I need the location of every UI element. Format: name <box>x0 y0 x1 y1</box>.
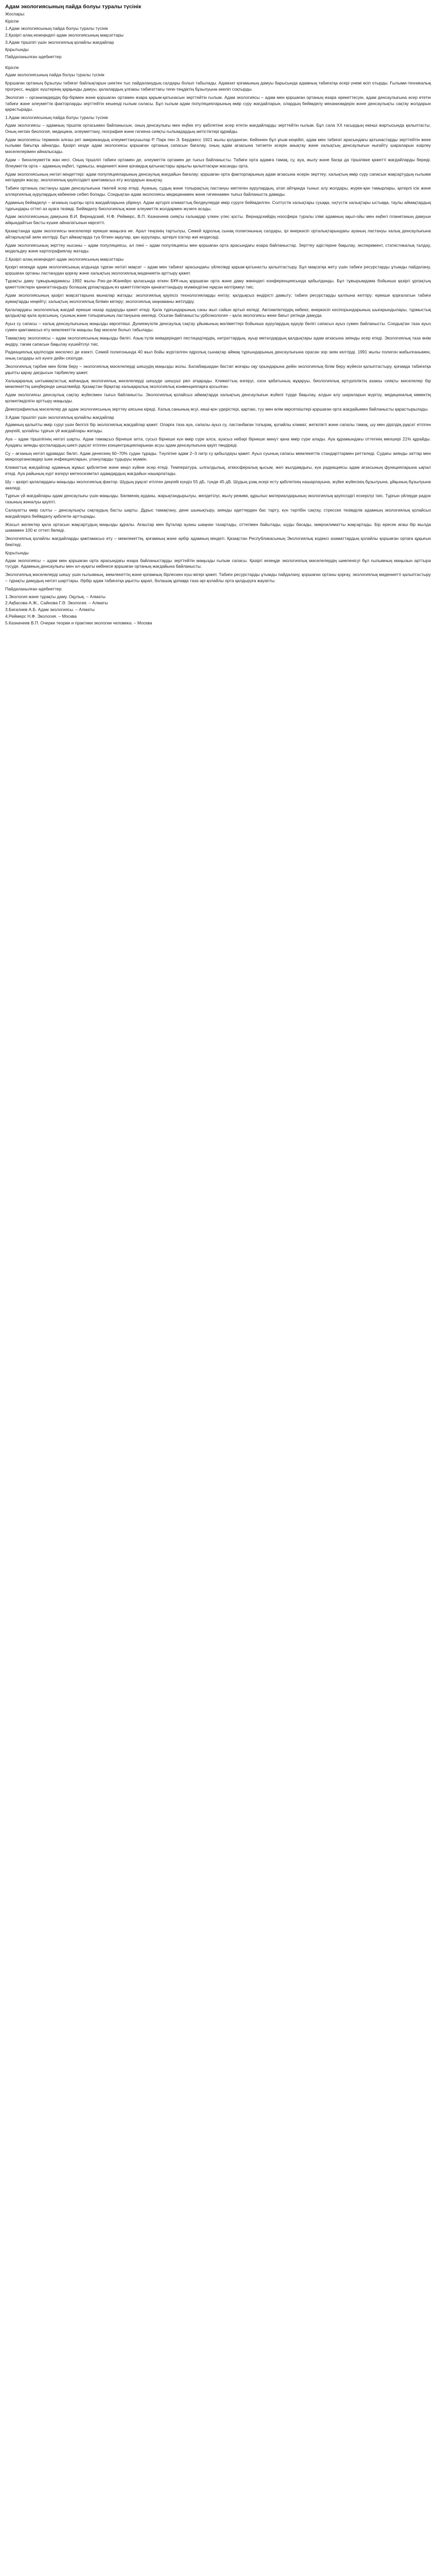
paragraph: Адамның бейімделуі – ағзаның сыртқы орта жағдайларына үйренуі. Адам әртүрлі климаттық белдеулерде өмір сүруге бейімделген. Солтүстік халықтары суыққа, оңтүстік халықтары ыстыққа, таулы аймақтардың тұрғындары оттегі аз ауаға төзімді. Бейімделу биологиялық және әлеуметтік жолдармен жүзеге асады. <box>5 199 431 211</box>
section-heading: Кіріспе <box>5 64 19 70</box>
paragraph: Қазақстанда адам экологиясы мәселелері ерекше маңызға ие. Арал теңізінің тартылуы, Семей ядролық сынақ полигонының салдары, ірі өнеркәсіп орталықтарындағы ауаның ластануы халық денсаулығына айтарлықтай зиян келтірді. Бұл аймақтарда туа біткен ақаулар, қан аурулары, қатерлі ісіктер жиі кездеседі. <box>5 228 431 240</box>
paragraph: Адам экологиясының қазіргі мақсаттарына мыналар жатады: экологиялық қауіпсіз технологияларды енгізу; қалдықсыз өндірісті дамыту; табиғи ресурстарды қалпына келтіру; ерекше қорғалатын табиғи аумақтарды кеңейту; халықтың экологиялық білімін көтеру; экологиялық заңнаманы жетілдіру. <box>5 293 431 304</box>
section-heading: Пайдаланылған әдебиеттер <box>5 586 62 591</box>
paragraph: Экологиялық тәрбие мен білім беру – экологиялық мәселелерді шешудің маңызды жолы. Балабақшадан бастап жоғары оқу орындарына дейін экологиялық білім беру жүйесін қалыптастыру, қоғамда табиғатқа ұқыпты қарау дағдысын тәрбиелеу қажет. <box>5 364 431 375</box>
paragraph: Халықаралық ынтымақтастық жаһандық экологиялық мәселелерді шешуде шешуші рөл атқарады. Климаттың өзгеруі, озон қабатының жұқаруы, биологиялық әртүрліліктің азаюы сияқты мәселелер бір мемлекеттің шеңберінде шешілмейді. Қазақстан бірқатар халықаралық экологиялық конвенцияларға қосылған. <box>5 378 431 389</box>
paragraph: Тұрғын үй жағдайлары адам денсаулығы үшін маңызды. Бөлменің ауданы, жарықтандырылуы, желдетілуі, жылу режимі, құрылыс материалдарының экологиялық қауіпсіздігі ескерілуі тиіс. Тұрғын үйлерде радон газының жиналуы қауіпті. <box>5 493 431 505</box>
reference-item: 5.Казначеев В.П. Очерки теории и практики экологии человека. – Москва <box>5 620 152 625</box>
references-section <box>5 586 431 626</box>
paragraph: Адам экологиясы – адамның тіршілік ортасымен байланысын, оның денсаулығы мен еңбек ету қабілетіне әсер ететін жағдайларды зерттейтін ғылым. Бұл сала ХХ ғасырдың екінші жартысында қалыптасты. Оның негізін биология, медицина, әлеуметтану, география және гигиена сияқты ғылымдардың жетістіктері құрайды. <box>5 122 431 134</box>
paragraph: Жасыл желектер қала ортасын жақсартудың маңызды құралы. Ағаштар мен бұталар ауаны шаңнан тазартады, оттегімен байытады, шуды басады, микроклиматты жақсартады. Бір ересек ағаш бір жылда шамамен 100 кг оттегі бөледі. <box>5 521 431 533</box>
outline <box>5 11 431 60</box>
outline-item: 1.Адам экологиясының пайда болуы туралы түсінік <box>5 25 108 31</box>
paragraph: Экологиялық мәселелерді шешу үшін ғылымның, мемлекеттің және қоғамның бірлескен күш-жігері қажет. Табиғи ресурстарды ұтымды пайдалану, қоршаған ортаны қорғау, экологиялық мәдениетті қалыптастыру – тұрақты дамудың негізгі шарттары. Әрбір адам табиғатқа ұқыпты қарап, болашақ ұрпаққа таза әрі қолайлы орта қалдыруға жауапты. <box>5 572 431 583</box>
reference-item: 3.Бигалиев А.Б. Адам экологиясы. – Алматы <box>5 607 95 613</box>
paragraph: Адам экологиясының дамуына В.И. Вернадский, Н.Ф. Реймерс, В.П. Казначеев сияқты ғалымдар үлкен үлес қосты. Вернадскийдің ноосфера туралы ілімі адамның ақыл-ойы мен еңбегі планетаның дамуын айқындайтын басты күшке айналатынын көрсетті. <box>5 214 431 226</box>
document-content <box>5 3 431 626</box>
section-heading: Қорытынды <box>5 550 29 555</box>
paragraph: Су – ағзаның негізгі құрамдас бөлігі. Адам денесінің 60–70% судан тұрады. Тәулігіне адам 2–3 литр су қабылдауы қажет. Ауыз суының сапасы мемлекеттік стандарттармен реттеледі. Судағы зиянды заттар мен микроорганизмдер ішек инфекцияларын, улануларды тудыруы мүмкін. <box>5 450 431 462</box>
paragraph: Ауыз су сапасы – халық денсаулығының маңызды көрсеткіші. Дүниежүзілік денсаулық сақтау ұйымының мәліметтері бойынша аурулардың едәуір бөлігі сапасыз ауыз сумен байланысты. Сондықтан таза ауыз сумен қамтамасыз ету мемлекеттік маңызы бар мәселе болып табылады. <box>5 321 431 333</box>
paragraph: Демографиялық мәселелер де адам экологиясының зерттеу аясына кіреді. Халық санының өсуі, көші-қон үдерістері, қартаю, туу мен өлім көрсеткіштері қоршаған орта жағдайымен байланысты қарастырылады. <box>5 406 429 412</box>
section-heading: 2.Қазіргі алаң кезеңіндегі адам экологиясының мақсаттары <box>5 257 124 262</box>
paragraph: Табиғи ортаның ластануы адам денсаулығына тікелей әсер етеді. Ауаның, судың және топырақтың ластануы көптеген аурулардың, атап айтқанда тыныс алу жолдары, жүрек-қан тамырлары, қатерлі ісік және аллергиялық аурулардың көбеюіне себеп болады. Сондықтан адам экологиясы медицинамен және гигиенамен тығыз байланыста дамиды. <box>5 185 431 197</box>
section-heading: 3.Адам тіршілігі үшін экологиялық қолайлы жағдайлар <box>5 414 114 420</box>
outline-label: Жоспары: <box>5 11 25 16</box>
document-title: Адам экологиясының пайда болуы туралы түсінік <box>5 4 142 10</box>
paragraph: Адам экологиясы – адам мен қоршаған орта арасындағы өзара байланыстарды зерттейтін маңызды ғылым саласы. Қазіргі кезеңде экологиялық мәселелердің шиеленісуі бұл ғылымның маңызын арттыра түсуде. Адамның денсаулығы мен әл-ауқаты көбінесе қоршаған ортаның жағдайына байланысты. <box>5 557 431 569</box>
reference-item: 2.Ақбасова А.Ж., Сайнова Г.Ә. Экология. – Алматы <box>5 600 108 606</box>
section-1 <box>5 115 431 255</box>
conclusion-section <box>5 550 431 584</box>
paragraph: Ауа – адам тіршілігінің негізгі шарты. Адам тамақсыз бірнеше апта, сусыз бірнеше күн өмір сүре алса, ауасыз небәрі бірнеше минут қана өмір сүре алады. Ауа құрамындағы оттегінің мөлшері 21% құрайды. Ауадағы зиянды қоспалардың шекті рұқсат етілген концентрацияларынан асуы адам денсаулығына қауіп төндіреді. <box>5 436 431 448</box>
paragraph: Адам – биоәлеуметтік жан иесі. Оның тіршілігі табиғи ортамен де, әлеуметтік ортамен де тығыз байланысты. Табиғи орта адамға тамақ, су, ауа, жылу және басқа да тіршілікке қажетті жағдайларды береді. Әлеуметтік орта – адамның еңбегі, тұрмысы, мәдениеті және қоғамдық қатынастары арқылы қалыптасқан жасанды орта. <box>5 157 431 168</box>
paragraph: Адам экологиясының зерттеу нысаны – адам популяциясы, ал пәні – адам популяциясы мен қоршаған орта арасындағы өзара байланыстар. Зерттеу әдістеріне бақылау, эксперимент, статистикалық талдау, модельдеу және картографиялау жатады. <box>5 242 431 254</box>
reference-item: 1.Экология және тұрақты даму. Оқулық. – Алматы <box>5 594 106 599</box>
paragraph: Экологиялық қолайлы жағдайларды қамтамасыз ету – мемлекеттің, қоғамның және әрбір адамның міндеті. Қазақстан Республикасының Экологиялық кодексі азаматтардың қолайлы қоршаған ортаға құқығын бекітеді. <box>5 536 431 547</box>
paragraph: Тұрақты даму тұжырымдамасы 1992 жылы Рио-де-Жанейро қаласында өткен БҰҰ-ның қоршаған орта және даму жөніндегі конференциясында қабылданды. Бұл тұжырымдама бойынша қазіргі ұрпақтың қажеттіліктерін қанағаттандыру болашақ ұрпақтардың өз қажеттіліктерін қанағаттандыру мүмкіндігіне нұқсан келтірмеуі тиіс. <box>5 278 431 290</box>
reference-item: 4.Реймерс Н.Ф. Экология. – Москва <box>5 613 77 619</box>
paragraph: Адам экологиясы денсаулық сақтау жүйесімен тығыз байланысты. Экологиялық қолайсыз аймақтарда халықтың денсаулығын жүйелі түрде бақылау, алдын алу шараларын жүргізу, медициналық көмектің қолжетімділігін арттыру маңызды. <box>5 392 431 404</box>
paragraph: Адам экологиясы терминін алғаш рет американдық әлеуметтанушылар Р. Парк пен Э. Берджесс 1921 жылы қолданған. Кейіннен бұл ұғым кеңейіп, адам мен табиғат арасындағы қатынастарды зерттейтін жеке ғылыми бағытқа айналды. Қазіргі кезде адам экологиясы қоршаған ортаның сапасын бағалау, оның адам ағзасына тигізетін әсерін анықтау және халықтың денсаулығын нығайту шараларын әзірлеу мәселелерімен айналысады. <box>5 137 431 155</box>
outline-references: Пайдаланылған әдебиеттер <box>5 54 62 59</box>
paragraph: Адам экологиясының негізгі міндеттері: адам популяцияларының денсаулық жағдайын бағалау; қоршаған орта факторларының адам ағзасына әсерін зерттеу; халықтың өмір сүру сапасын жақсартудың ғылыми негіздерін жасау; экологиялық қауіпсіздікті қамтамасыз ету жолдарын анықтау. <box>5 171 431 183</box>
paragraph: Тамақтану экологиясы – адам экологиясының маңызды бөлігі. Азық-түлік өнімдеріндегі пестицидтердің, нитраттардың, ауыр металдардың қалдықтары адам ағзасына зиянды әсер етеді. Экологиялық таза өнім өндіру, тағам сапасын бақылау күшейтілуі тиіс. <box>5 335 431 347</box>
paragraph: Климаттық жағдайлар адамның жұмыс қабілетіне және көңіл күйіне әсер етеді. Температура, ылғалдылық, атмосфералық қысым, жел жылдамдығы, күн радиациясы адам ағзасының функцияларына ықпал етеді. Ауа райының күрт өзгеруі метеосезімтал адамдардың жағдайын нашарлатады. <box>5 465 431 476</box>
section-2 <box>5 257 431 413</box>
paragraph: Адам экологиясының пайда болуы туралы түсінік <box>5 72 104 78</box>
reference-list <box>5 594 431 626</box>
section-3 <box>5 415 431 548</box>
paragraph: Қалалардағы экологиялық жағдай ерекше назар аударуды қажет етеді. Қала тұрғындарының саны жыл сайын артып келеді. Автокөліктердің көбеюі, өнеркәсіп кәсіпорындарының шығарындылары, тұрмыстық қалдықтар қала ауасының, суының және топырағының ластануына әкеледі. Осыған байланысты урбоэкология – қала экологиясы жеке бағыт ретінде дамуда. <box>5 307 431 318</box>
paragraph: Адамның қалыпты өмір сүруі үшін белгілі бір экологиялық жағдайлар қажет. Оларға таза ауа, сапалы ауыз су, ластанбаған топырақ, қолайлы климат, жеткілікті және сапалы тамақ, шу мен дірілдің рұқсат етілген деңгейі, қолайлы тұрғын үй жағдайлары жатады. <box>5 422 431 434</box>
paragraph: Қоршаған ортаның бұзылуы табиғат байлықтарын шектен тыс пайдаланудың салдары болып табылады. Адамзат қоғамының дамуы барысында адамның табиғатқа әсері үнемі өсіп отырды. Ғылыми-техникалық прогресс, өндіріс күштерінің қарқынды дамуы, қалалардың ұлғаюы табиғаттағы тепе-теңдіктің бұзылуына әкеліп соқтырды. <box>5 80 431 92</box>
paragraph: Қазіргі кезеңде адам экологиясының алдында тұрған негізгі мақсат – адам мен табиғат арасындағы үйлесімді қарым-қатынасты қалыптастыру. Бұл мақсатқа жету үшін табиғи ресурстарды ұтымды пайдалану, қоршаған ортаны ластанудан қорғау және халықтың экологиялық мәдениетін арттыру қажет. <box>5 264 431 276</box>
section-heading: 1.Адам экологиясының пайда болуы туралы түсінік <box>5 115 108 121</box>
paragraph: Экология – организмдердің бір-бірімен және қоршаған ортамен өзара қарым-қатынасын зерттейтін ғылым. Адам экологиясы – адам мен қоршаған ортаның өзара әрекеттесуін, адам денсаулығына әсер ететін табиғи және әлеуметтік факторларды зерттейтін кешенді ғылым саласы. Бұл ғылым адам популяцияларының өмір сүру жағдайларын, олардың бейімделу механизмдерін және денсаулықты сақтау жолдарын қарастырады. <box>5 94 431 112</box>
paragraph: Салауатты өмір салты – денсаулықты сақтаудың басты шарты. Дұрыс тамақтану, дене шынықтыру, зиянды әдеттерден бас тарту, күн тәртібін сақтау, стресске төзімділік адамның экологиялық қолайсыз жағдайларға бейімделу қабілетін арттырады. <box>5 507 431 519</box>
paragraph: Шу – қазіргі қалалардағы маңызды экологиялық фактор. Шудың рұқсат етілген деңгейі күндіз 55 дБ, түнде 45 дБ. Шудың ұзақ әсері есту қабілетінің нашарлауына, жүйке жүйесінің бұзылуына, ұйқының бұзылуына әкеледі. <box>5 479 431 490</box>
outline-item: 3.Адам тіршілігі үшін экологиялық қолайлы жағдайлар <box>5 40 114 45</box>
intro-section <box>5 65 431 113</box>
paragraph: Радиациялық қауіпсіздік мәселесі де өзекті. Семей полигонында 40 жыл бойы жүргізілген ядролық сынақтар аймақ тұрғындарының денсаулығына орасан зор зиян келтірді. 1991 жылы полигон жабылғанымен, оның салдары әлі күнге дейін сезілуде. <box>5 349 431 361</box>
outline-conclusion: Қорытынды <box>5 46 29 52</box>
outline-intro: Кіріспе <box>5 18 19 24</box>
outline-item: 2.Қазіргі алаң кезеңіндегі адам экологиясының мақсаттары <box>5 32 124 38</box>
